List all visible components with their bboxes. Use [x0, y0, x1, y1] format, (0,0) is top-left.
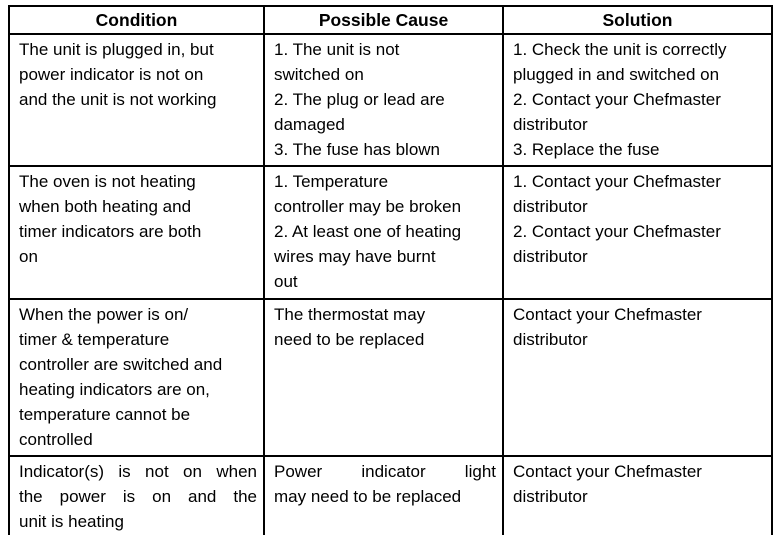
text-line: heating indicators are on, [19, 380, 210, 399]
text-line: need to be replaced [274, 330, 425, 349]
cell-possible-cause [264, 456, 503, 535]
text-line: The unit is plugged in, but [19, 40, 214, 59]
text-line: timer indicators are both [19, 222, 202, 241]
text-line: timer & temperature [19, 330, 170, 349]
text-line: on [19, 247, 38, 266]
cell-solution [503, 166, 772, 299]
column-header-condition: Condition [9, 6, 264, 34]
table-row [9, 34, 772, 166]
cell-possible-cause [264, 34, 503, 166]
cell-solution [503, 456, 772, 535]
column-header-solution: Solution [503, 6, 772, 34]
text-line: damaged [274, 115, 345, 134]
text-line: controlled [19, 430, 93, 449]
text-line: distributor [513, 487, 588, 506]
text-line: 2. At least one of heating [274, 222, 462, 241]
text-line: controller are switched and [19, 355, 223, 374]
text-line: The thermostat may [274, 305, 426, 324]
text-line: wires may have burnt [274, 247, 436, 266]
cell-condition [9, 34, 264, 166]
text-line: 2. Contact your Chefmaster [513, 90, 721, 109]
text-line: 3. Replace the fuse [513, 140, 660, 159]
text-line: Contact your Chefmaster [513, 305, 702, 324]
cell-possible-cause [264, 299, 503, 456]
text-line: unit is heating [19, 512, 124, 531]
text-line: temperature cannot be [19, 405, 191, 424]
cell-condition [9, 299, 264, 456]
text-line: 1. The unit is not [274, 40, 400, 59]
troubleshooting-table [8, 5, 773, 535]
text-line: The oven is not heating [19, 172, 196, 191]
text-line: Indicator(s) is not on when [19, 462, 257, 481]
table-row [9, 166, 772, 299]
text-line: plugged in and switched on [513, 65, 720, 84]
text-line: the power is on and the [19, 487, 257, 506]
text-line: When the power is on/ [19, 305, 189, 324]
text-line: controller may be broken [274, 197, 462, 216]
cell-condition [9, 166, 264, 299]
text-line: 3. The fuse has blown [274, 140, 441, 159]
text-line: distributor [513, 247, 588, 266]
text-line: distributor [513, 115, 588, 134]
text-line: distributor [513, 197, 588, 216]
cell-solution [503, 299, 772, 456]
column-header-possible-cause: Possible Cause [264, 6, 503, 34]
cell-solution [503, 34, 772, 166]
text-line: 1. Contact your Chefmaster [513, 172, 721, 191]
table-row [9, 456, 772, 535]
text-line: when both heating and [19, 197, 192, 216]
text-line: Contact your Chefmaster [513, 462, 702, 481]
table-header-row [9, 6, 772, 34]
cell-possible-cause [264, 166, 503, 299]
text-line: 1. Temperature [274, 172, 389, 191]
text-line: distributor [513, 330, 588, 349]
text-line: out [274, 272, 298, 291]
cell-condition [9, 456, 264, 535]
text-line: may need to be replaced [274, 487, 462, 506]
text-line: power indicator is not on [19, 65, 204, 84]
text-line: 1. Check the unit is correctly [513, 40, 727, 59]
text-line: Power indicator light [274, 462, 496, 481]
text-line: and the unit is not working [19, 90, 217, 109]
text-line: 2. Contact your Chefmaster [513, 222, 721, 241]
text-line: switched on [274, 65, 364, 84]
text-line: 2. The plug or lead are [274, 90, 445, 109]
table-row [9, 299, 772, 456]
